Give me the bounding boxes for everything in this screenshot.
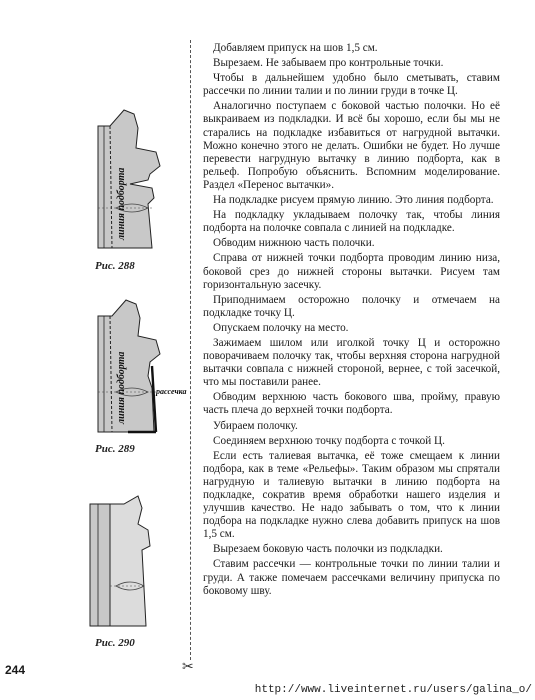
paragraph: Добавляем припуск на шов 1,5 см. bbox=[213, 42, 378, 54]
paragraph: Вырезаем боковую часть полочки из подкладки. bbox=[213, 543, 443, 556]
paragraph: Обводим нижнюю часть полочки. bbox=[213, 237, 375, 250]
side-lining-shape bbox=[110, 496, 150, 626]
paragraph: Если есть талиевая вытачка, её тоже смещаем к линии подбора, как в теме «Рельефы». Таким образом мы спрятали нагрудную и талиевую вытачки в линию подборта на подкладке, сократив время обработки нашего изделия и улучшив качество. Не надо забывать о том, что к линии подбора на подкладке нужно слева добавить припуск на шов 1,5 см. bbox=[203, 449, 500, 541]
paragraph: Чтобы в дальнейшем удобно было сметывать, ставим рассечки по линии талии и по линии груди в точке Ц. bbox=[203, 72, 500, 98]
main-text bbox=[203, 42, 500, 600]
page-number: 244 bbox=[5, 663, 26, 677]
source-url: http://www.liveinternet.ru/users/galina_o/ bbox=[254, 684, 532, 696]
figure-288-drawing bbox=[90, 108, 170, 256]
figure-290-caption: Рис. 290 bbox=[95, 637, 135, 649]
paragraph: Соединяем верхнюю точку подборта с точкой Ц. bbox=[213, 434, 445, 447]
figure-288-caption: Рис. 288 bbox=[95, 260, 135, 272]
figure-column bbox=[0, 0, 190, 700]
paragraph: Опускаем полочку на место. bbox=[213, 321, 349, 334]
paragraph: Приподнимаем осторожно полочку и отмечаем на подкладке точку Ц. bbox=[203, 293, 500, 319]
figure-290-drawing bbox=[86, 490, 166, 630]
lining-piece-shape bbox=[98, 300, 160, 432]
cut-line-divider bbox=[190, 40, 191, 660]
figure-289-notch-label: рассечка bbox=[156, 387, 187, 396]
figure-288-label: линия подборта bbox=[116, 167, 127, 240]
scissors-icon: ✂ bbox=[182, 660, 194, 675]
paragraph: Вырезаем. Не забываем про контрольные точки. bbox=[213, 57, 444, 70]
paragraph: Справа от нижней точки подборта проводим линию низа, боковой срез до нижней стороны вытачки. Рисуем там горизонтальную засечку. bbox=[203, 252, 500, 291]
paragraph: Убираем полочку. bbox=[213, 419, 298, 432]
paragraph: Ставим рассечки — контрольные точки по линии талии и груди. А также помечаем рассечками величину припуска по боковому шву. bbox=[203, 558, 500, 597]
facing-strip-shape bbox=[90, 504, 110, 626]
figure-289-drawing bbox=[90, 296, 195, 438]
paragraph: На подкладке рисуем прямую линию. Это линия подборта. bbox=[213, 194, 494, 207]
paragraph: Аналогично поступаем с боковой частью полочки. Но её выкраиваем из подкладки. И всё бы хорошо, если бы мы не старались на подкладке избавиться от нагрудной вытачки. Можно конечно этого не делать. Ошибки не будет. Но лучше перевести нагрудную вытачку в линию подборта, как в рельеф. Попробую объяснить. Вспомним моделирование. Раздел «Перенос вытачки». bbox=[203, 100, 500, 191]
figure-289-caption: Рис. 289 bbox=[95, 443, 135, 455]
front-piece-shape bbox=[98, 110, 160, 248]
paragraph: На подкладку укладываем полочку так, чтобы линия подборта на полочке совпала с линией на подкладке. bbox=[203, 209, 500, 235]
figure-289-label: линия подборта bbox=[116, 351, 127, 424]
paragraph: Обводим верхнюю часть бокового шва, пройму, правую часть плеча до верхней точки подборта. bbox=[203, 391, 500, 417]
paragraph: Зажимаем шилом или иголкой точку Ц и осторожно поворачиваем полочку так, чтобы верхняя сторона нагрудной вытачки совпала с нижней стороной, вернее, с той засечкой, что мы поставили ранее. bbox=[203, 336, 500, 389]
